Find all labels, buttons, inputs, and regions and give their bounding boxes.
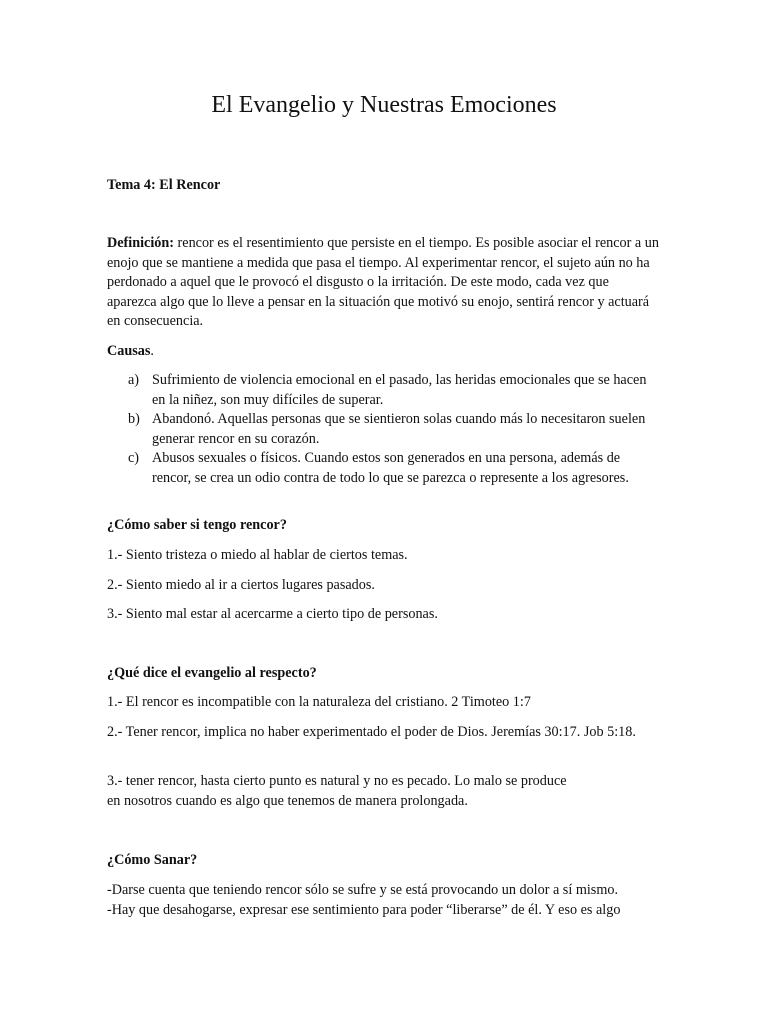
document-title: El Evangelio y Nuestras Emociones [211,92,557,118]
how-to-know-heading: ¿Cómo saber si tengo rencor? [107,517,287,533]
causes-heading [107,342,662,362]
list-item-text: Abusos sexuales o físicos. Cuando estos son generados en una persona, además de rencor, se crea un odio contra de todo lo que se parezca o represente a los agresores. [152,450,629,486]
healing-heading: ¿Cómo Sanar? [107,852,198,868]
gospel-item: 2.- Tener rencor, implica no haber experimentado el poder de Dios. Jeremías 30:17. Job 5:18. [107,724,636,740]
definition-label: Definición: [107,235,174,251]
list-item-letter: b) [128,411,140,427]
causes-suffix: . [150,343,154,359]
gospel-item: 1.- El rencor es incompatible con la naturaleza del cristiano. 2 Timoteo 1:7 [107,694,531,710]
causes-list [107,371,662,488]
healing-line: -Darse cuenta que teniendo rencor sólo se sufre y se está provocando un dolor a sí mismo. [107,882,618,898]
list-item [107,410,662,449]
list-item-letter: a) [128,372,140,388]
how-to-know-item: 1.- Siento tristeza o miedo al hablar de ciertos temas. [107,547,408,563]
causes-label: Causas [107,343,151,359]
list-item-letter: c) [128,450,140,466]
topic-heading: Tema 4: El Rencor [107,177,221,193]
definition-text: rencor es el resentimiento que persiste en el tiempo. Es posible asociar el rencor a un enojo que se mantiene a medida que pasa el tiempo. Al experimentar rencor, el sujeto aún no ha perdonado a aquel que le provocó el disgusto o la irritación. De este modo, cada vez que aparezca algo que lo lleve a pensar en la situación que motivó su enojo, sentirá rencor y actuará en consecuencia. [107,235,659,329]
list-item [107,449,662,488]
definition-paragraph [107,234,662,332]
list-item-text: Abandonó. Aquellas personas que se sientieron solas cuando más lo necesitaron suelen generar rencor en su corazón. [152,411,646,447]
list-item [107,371,662,410]
how-to-know-item: 2.- Siento miedo al ir a ciertos lugares pasados. [107,577,375,593]
how-to-know-item: 3.- Siento mal estar al acercarme a cierto tipo de personas. [107,606,438,622]
gospel-item: 3.- tener rencor, hasta cierto punto es natural y no es pecado. Lo malo se produce en nosotros cuando es algo que tenemos de manera prolongada. [107,773,567,809]
list-item-text: Sufrimiento de violencia emocional en el pasado, las heridas emocionales que se hacen en la niñez, son muy difíciles de superar. [152,372,647,408]
healing-line: -Hay que desahogarse, expresar ese sentimiento para poder “liberarse” de él. Y eso es algo [107,902,621,918]
gospel-heading: ¿Qué dice el evangelio al respecto? [107,665,317,681]
